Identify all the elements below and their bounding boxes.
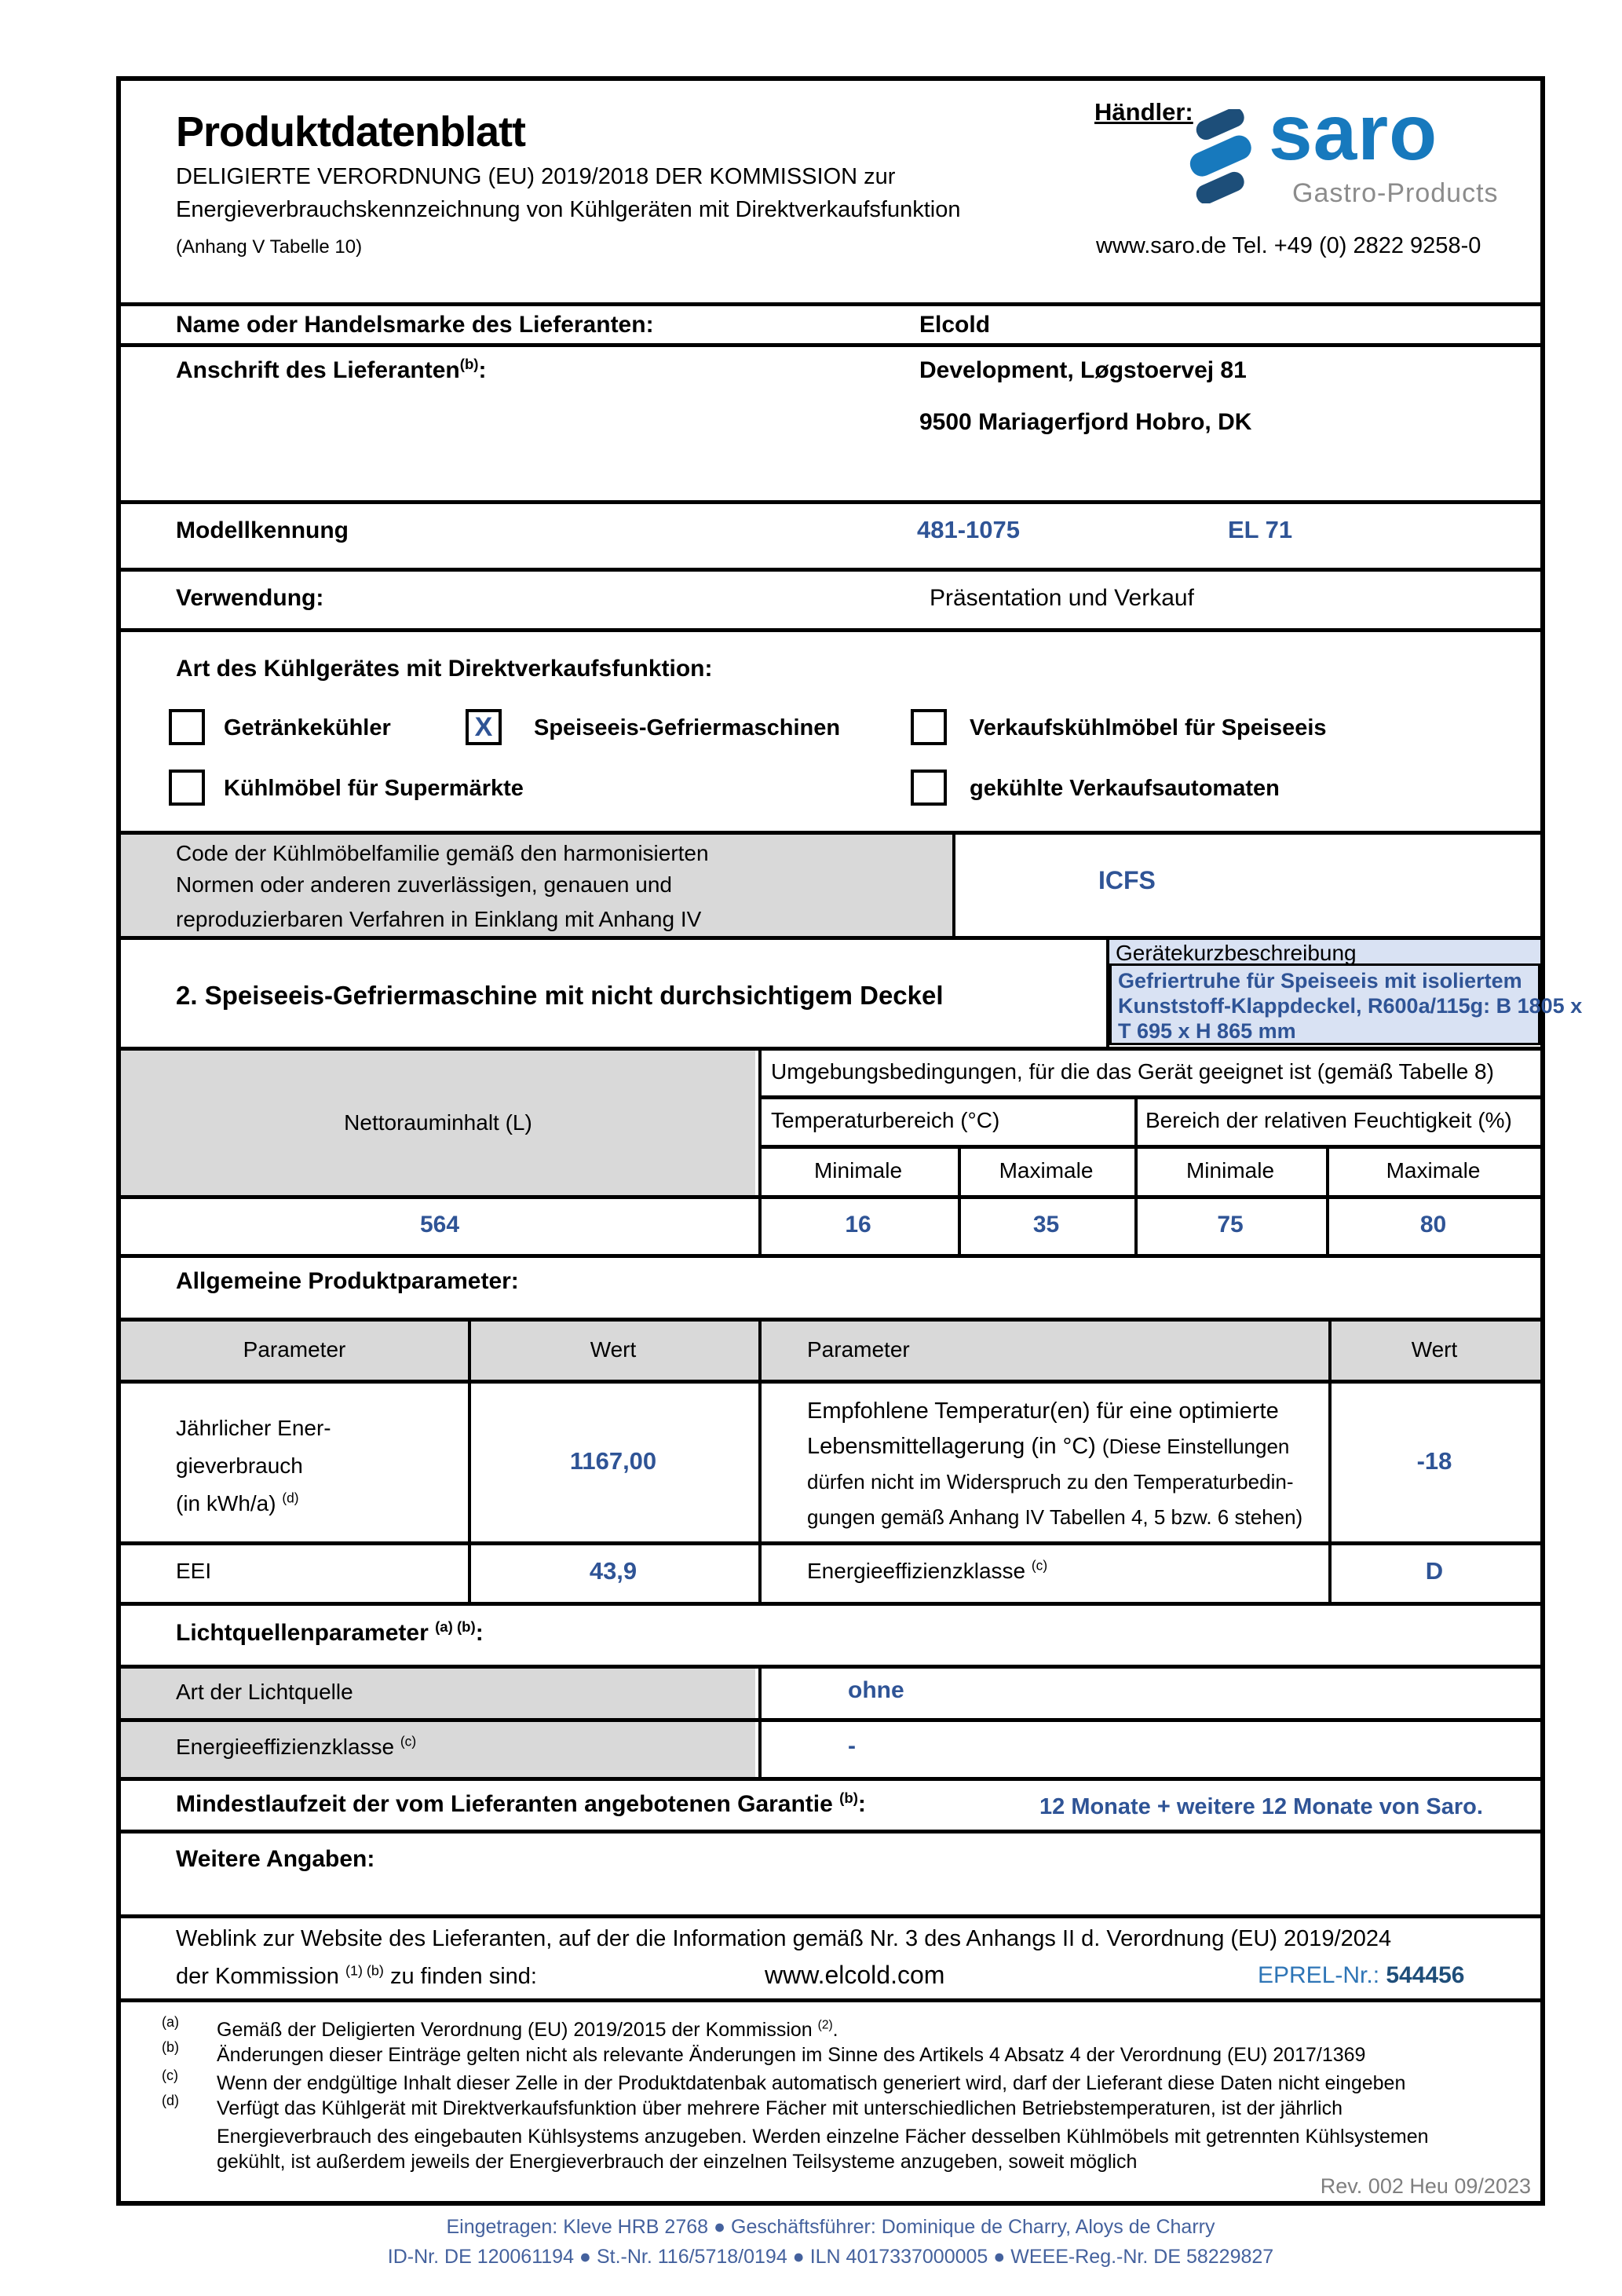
wert1-col-header: Wert: [590, 1337, 637, 1362]
supplier-address-line-2: 9500 Mariagerfjord Hobro, DK: [919, 409, 1252, 435]
footnote-d-line-2: Energieverbrauch des eingebauten Kühlsystems anzugeben. Werden einzelne Fächer desselben Kühlmöbels mit getrennten Kühlsystemen: [217, 2126, 1429, 2148]
checkbox-verkaufskuehlmoebel: [911, 709, 947, 745]
divider: [121, 302, 1540, 306]
divider: [121, 1380, 1540, 1384]
humidity-max-header: Maximale: [1386, 1158, 1481, 1183]
checkbox-getraenkekuehler: [169, 709, 205, 745]
short-description-line-2: Kunststoff-Klappdeckel, R600a/115g: B 1805 x: [1118, 994, 1583, 1018]
checkbox-speiseeis-gefriermaschinen: [466, 709, 502, 745]
divider: [121, 1602, 1540, 1606]
recommended-temp-value: -18: [1416, 1447, 1452, 1475]
footnotes-block: [121, 1998, 1540, 2201]
eei-value: 43,9: [589, 1557, 637, 1585]
family-code-label-cell: [121, 835, 952, 936]
regulation-line-1: DELIGIERTE VERORDNUNG (EU) 2019/2018 DER KOMMISSION zur: [176, 164, 896, 189]
usage-value: Präsentation und Verkauf: [930, 585, 1194, 611]
divider: [121, 1777, 1540, 1781]
brand-tagline: Gastro-Products: [1292, 178, 1499, 208]
footnote-mark-d: (d): [162, 2093, 179, 2108]
light-params-heading: Lichtquellenparameter $^{(a) (b)}$:: [176, 1618, 484, 1646]
short-description-label-cell: [1109, 940, 1540, 966]
checkbox-label-verkaufskuehlmoebel: Verkaufskühlmöbel für Speiseeis: [970, 715, 1327, 740]
annual-energy-label: Jährlicher Ener- gieverbrauch (in kWh/a) $^{(d)}$: [176, 1416, 331, 1515]
footnote-b: Änderungen dieser Einträge gelten nicht als relevante Änderungen im Sinne des Artikels 4 Absatz 4 der Verordnung (EU) 2017/1369: [217, 2044, 1366, 2066]
usage-label: Verwendung:: [176, 585, 324, 611]
checkbox-x-mark: X: [474, 711, 493, 742]
eprel-number: EPREL-Nr.: 544456: [1258, 1962, 1465, 1988]
general-params-heading: Allgemeine Produktparameter:: [176, 1268, 519, 1294]
family-code-label-line-2: Normen oder anderen zuverlässigen, genauen und: [176, 872, 672, 897]
checkbox-gekuehlte-verkaufsautomaten: [911, 770, 947, 806]
eei-label: EEI: [176, 1559, 212, 1583]
energy-class-value: D: [1425, 1557, 1444, 1585]
product-datasheet: [116, 76, 1583, 2206]
footnote-a: Gemäß der Deligierten Verordnung (EU) 2019/2015 der Kommission $^{(2)}$.: [217, 2018, 838, 2041]
regulation-line-2: Energieverbrauchskennzeichnung von Kühlgeräten mit Direktverkaufsfunktion: [176, 197, 961, 222]
wert2-col-header: Wert: [1411, 1337, 1458, 1362]
weblink-line-1: Weblink zur Website des Lieferanten, auf der die Information gemäß Nr. 3 des Anhangs II d. Verordnung (EU) 2019/2024: [176, 1926, 1392, 1951]
short-description-line-3: T 695 x H 865 mm: [1118, 1019, 1296, 1043]
short-description-line-1: Gefriertruhe für Speiseeis mit isoliertem: [1118, 969, 1522, 993]
footnote-d-line-1: Verfügt das Kühlgerät mit Direktverkaufsfunktion über mehrere Fächer mit unterschiedlichen Betriebstemperaturen, ist der jährlich: [217, 2097, 1343, 2119]
checkbox-kuehlmoebel-supermaerkte: [169, 770, 205, 806]
temp-max-value: 35: [1032, 1212, 1060, 1238]
divider: [121, 500, 1540, 504]
weblink-line-2: der Kommission $^{(1) (b)}$ zu finden sind:: [176, 1962, 537, 1989]
temp-min-header: Minimale: [813, 1158, 903, 1183]
temp-min-value: 16: [845, 1212, 871, 1238]
model-value-2: EL 71: [1228, 516, 1293, 543]
checkbox-label-kuehlmoebel-supermaerkte: Kühlmöbel für Supermärkte: [224, 776, 524, 801]
warranty-value: 12 Monate + weitere 12 Monate von Saro.: [1039, 1794, 1483, 1819]
net-volume-label-cell: [121, 1051, 755, 1195]
light-class-value: -: [848, 1733, 856, 1759]
footnote-mark-a: (a): [162, 2014, 179, 2030]
net-volume-value: 564: [419, 1212, 460, 1238]
warranty-label: Mindestlaufzeit der vom Lieferanten angebotenen Garantie $^{(b)}$:: [176, 1790, 866, 1817]
footnote-mark-c: (c): [162, 2067, 178, 2083]
energy-class-label: Energieeffizienzklasse $^{(c)}$: [807, 1557, 1048, 1583]
brand-wordmark: saro: [1269, 89, 1438, 177]
device-type-heading: Art des Kühlgerätes mit Direktverkaufsfunktion:: [176, 656, 713, 682]
supplier-website-link: www.elcold.com: [765, 1961, 945, 1989]
annex-note: (Anhang V Tabelle 10): [176, 236, 363, 258]
family-code-label-line-3: reproduzierbaren Verfahren in Einklang mit Anhang IV: [176, 907, 702, 931]
humidity-max-value: 80: [1419, 1212, 1447, 1238]
net-volume-label: Nettorauminhalt (L): [344, 1110, 532, 1135]
footer-line-2: ID-Nr. DE 120061194 ● St.-Nr. 116/5718/0194 ● ILN 4017337000005 ● WEEE-Reg.-Nr. DE 58229827: [387, 2246, 1274, 2268]
revision-label: Rev. 002 Heu 09/2023: [1320, 2174, 1531, 2198]
divider: [758, 1322, 762, 1602]
divider: [758, 1145, 1540, 1149]
page-title: Produktdatenblatt: [176, 108, 526, 155]
divider: [758, 1669, 762, 1777]
light-class-label: Energieeffizienzklasse $^{(c)}$: [176, 1733, 417, 1759]
divider: [121, 1254, 1540, 1258]
footnote-c: Wenn der endgültige Inhalt dieser Zelle in der Produktdatenbak automatisch generiert wird, darf der Lieferant diese Daten nicht eingeben: [217, 2072, 1406, 2094]
short-description-box: [1109, 966, 1583, 1045]
dealer-label: Händler:: [1094, 98, 1193, 126]
family-code-label-line-1: Code der Kühlmöbelfamilie gemäß den harmonisierten: [176, 841, 709, 865]
footnote-mark-b: (b): [162, 2039, 179, 2055]
dealer-contact: www.saro.de Tel. +49 (0) 2822 9258-0: [1096, 233, 1481, 258]
divider: [121, 1830, 1540, 1834]
checkbox-label-gekuehlte-verkaufsautomaten: gekühlte Verkaufsautomaten: [970, 776, 1280, 801]
annual-energy-value: 1167,00: [569, 1447, 657, 1475]
saro-logo-icon: [1182, 109, 1264, 203]
footer-line-1: Eingetragen: Kleve HRB 2768 ● Geschäftsführer: Dominique de Charry, Aloys de Charry: [446, 2216, 1215, 2238]
supplier-address-line-1: Development, Løgstoervej 81: [919, 357, 1247, 383]
divider: [758, 1095, 1540, 1099]
ambient-conditions-heading: Umgebungsbedingungen, für die das Gerät geeignet ist (gemäß Tabelle 8): [771, 1059, 1494, 1084]
checkbox-label-speiseeis-gefriermaschinen: Speiseeis-Gefriermaschinen: [534, 715, 841, 740]
short-description-label: Gerätekurzbeschreibung: [1116, 941, 1357, 965]
light-source-value: ohne: [848, 1677, 904, 1703]
divider: [121, 628, 1540, 632]
model-value-1: 481-1075: [917, 516, 1021, 543]
temperature-range-heading: Temperaturbereich (°C): [771, 1108, 1000, 1132]
footnote-d-line-3: gekühlt, ist außerdem jeweils der Energieverbrauch der einzelnen Teilsysteme anzugeben, soweit möglich: [217, 2151, 1138, 2173]
humidity-min-header: Minimale: [1185, 1158, 1275, 1183]
supplier-name-label: Name oder Handelsmarke des Lieferanten:: [176, 312, 654, 338]
model-label: Modellkennung: [176, 517, 349, 543]
checkbox-label-getraenkekuehler: Getränkekühler: [224, 715, 391, 740]
param1-col-header: Parameter: [243, 1337, 346, 1362]
divider: [952, 835, 955, 936]
divider: [121, 343, 1540, 347]
humidity-range-heading: Bereich der relativen Feuchtigkeit (%): [1145, 1108, 1512, 1132]
divider: [121, 568, 1540, 572]
divider: [121, 1541, 1540, 1545]
temp-max-header: Maximale: [999, 1158, 1094, 1183]
family-code-value: ICFS: [1098, 866, 1156, 894]
humidity-min-value: 75: [1217, 1212, 1244, 1238]
light-source-label: Art der Lichtquelle: [176, 1680, 353, 1704]
additional-info-label: Weitere Angaben:: [176, 1846, 375, 1872]
supplier-name-value: Elcold: [919, 312, 991, 338]
divider: [121, 1914, 1540, 1918]
supplier-address-label: Anschrift des Lieferanten$^{(b)}$:: [176, 356, 487, 383]
param2-col-header: Parameter: [807, 1337, 910, 1362]
section2-title: 2. Speiseeis-Gefriermaschine mit nicht durchsichtigem Deckel: [176, 981, 944, 1010]
recommended-temp-label: Empfohlene Temperatur(en) für eine optimierte Lebensmittellagerung (in °C) (Diese Einstellungen dürfen nicht im Widerspruch zu den Temperaturbedin- gungen gemäß Anhang IV Tabellen 4, 5 bzw. 6 stehen): [807, 1398, 1303, 1529]
